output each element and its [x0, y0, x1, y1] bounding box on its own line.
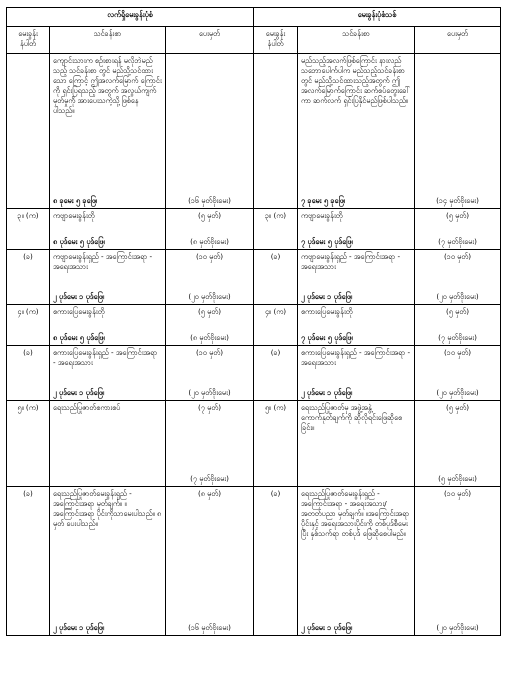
question-number: (ခ)	[270, 348, 281, 357]
r-marks-cell	[415, 209, 501, 250]
total-marks: (၂၀ မှတ်ဗိုးမေး)	[188, 388, 231, 397]
marks: (၁၀ မှတ်)	[443, 252, 472, 261]
column-header-row	[7, 27, 501, 54]
table-row	[7, 54, 501, 209]
question-number: ၄။ (က)	[17, 307, 39, 316]
l-lesson-cell	[50, 346, 166, 401]
question-number: ၃။ (က)	[17, 211, 39, 220]
r-question-number	[254, 346, 298, 401]
l-marks-cell	[166, 305, 254, 346]
l-question-number	[7, 305, 50, 346]
total-marks: (၁၆ မှတ်ဗိုးမေး)	[188, 196, 231, 205]
lesson-text: စကားပြေမေးခွန်းရှည် - အကြောင်းအရာ - အရေးအသား	[53, 348, 158, 367]
question-count: ၇ ခုမေး ၅ ခုဖြေ၊	[301, 196, 346, 205]
r-lesson-cell	[298, 401, 415, 487]
l-question-number	[7, 54, 50, 209]
question-number: (ခ)	[23, 348, 33, 357]
lesson-text: ကဗျာမေးခွန်းတို	[53, 211, 95, 220]
r-question-number	[254, 54, 298, 209]
new-format-title: မေးခွန်းပုံစံသစ်	[254, 8, 501, 27]
l-question-number	[7, 487, 50, 636]
lesson-text: ရေးသည်ပြုဇာတ်မေးခွန်းရှည် - အကြောင်းအရာ မှတ်ချက်။ ။အကြောင်းအရာ ပိုင်းကိုသာမေးပါသည်။ ၈ မှတ် ပေးပါသည်။	[53, 489, 162, 528]
table-row	[7, 209, 501, 250]
question-number: (ခ)	[23, 489, 33, 498]
question-number: ၄။ (က)	[264, 307, 287, 316]
r-lesson-cell	[298, 487, 415, 636]
question-count: ၂ ပုဒ်မေး ၁ ပုဒ်ဖြေ၊	[53, 292, 105, 301]
right-lesson-header: သင်ခန်းစာ	[298, 27, 415, 54]
l-lesson-cell	[50, 250, 166, 305]
marks: (၁၀ မှတ်)	[443, 348, 472, 357]
l-lesson-cell	[50, 209, 166, 250]
l-lesson-cell	[50, 487, 166, 636]
l-marks-cell	[166, 209, 254, 250]
question-count: ၂ ပုဒ်မေး ၁ ပုဒ်ဖြေ၊	[53, 623, 105, 632]
r-marks-cell	[415, 401, 501, 487]
table-row	[7, 401, 501, 487]
left-question-number-header: မေးခွန်း နံပါတ်	[7, 27, 50, 54]
lesson-text: ရေးသည်ပြုဇာတ်မေးခွန်းရှည် - အကြောင်းအရာ - အရေးအသား/အတတ်ပညာ မှတ်ချက်။ ။အကြောင်းအရာ ပိုင်းနှင့် အရေးအသားပိုင်းကို တစ်ပုဒ်စီမေးပြီး နှစ်သက်ရာ တစ်ပုဒ် ဖြေဆိုစေပါမည်။	[301, 489, 410, 538]
l-question-number	[7, 401, 50, 487]
l-marks-cell	[166, 250, 254, 305]
lesson-text: ကျောင်းသားက စဉ်းစားရန် မလိုဘဲမည်သည့် သင်ခန်းစာ တွင် မည်သို့သင်ထားသော ကြောင့် ဤအလက်မြောက် ကြောင်းကို ရှင်းပြရသည့် အတွက် အလွယ်ကျက်မှတ်မှုကို အားပေးသကဲ့သို့ဖြစ်နေ ပါသည်။	[53, 56, 162, 115]
question-number: (ခ)	[270, 489, 281, 498]
question-number: ၃။ (က)	[264, 211, 287, 220]
marks: (၁၀ မှတ်)	[443, 489, 472, 498]
marks: (၈ မှတ်)	[197, 489, 222, 498]
r-question-number	[254, 305, 298, 346]
question-count: ၂ ပုဒ်မေး ၁ ပုဒ်ဖြေ၊	[301, 292, 353, 301]
lesson-text: ကဗျာမေးခွန်းတို	[301, 211, 343, 220]
marks: (၅ မှတ်)	[197, 211, 222, 220]
question-number: ၅။ (က)	[264, 403, 287, 412]
r-marks-cell	[415, 250, 501, 305]
total-marks: (၂၀ မှတ်ဗိုးမေး)	[436, 388, 479, 397]
total-marks: (၁၆ မှတ်ဗိုးမေး)	[188, 623, 231, 632]
r-question-number	[254, 487, 298, 636]
r-lesson-cell	[298, 250, 415, 305]
l-lesson-cell	[50, 401, 166, 487]
l-question-number	[7, 250, 50, 305]
total-marks: (၂၀ မှတ်ဗိုးမေး)	[188, 292, 231, 301]
marks: (၅ မှတ်)	[445, 307, 470, 316]
question-count: ၇ ပုဒ်မေး ၅ ပုဒ်ဖြေ၊	[301, 237, 353, 246]
question-count: ၈ ပုဒ်မေး ၅ ပုဒ်ဖြေ၊	[53, 333, 105, 342]
marks: (၅ မှတ်)	[197, 307, 222, 316]
total-marks: (၈ မှတ်ဗိုးမေး)	[190, 333, 229, 342]
total-marks: (၇ မှတ်ဗိုးမေး)	[190, 474, 229, 483]
r-lesson-cell	[298, 305, 415, 346]
lesson-text: စကားပြေမေးခွန်းတို	[53, 307, 105, 316]
right-question-number-header: မေးခွန်း နံပါတ်	[254, 27, 298, 54]
question-count: ၂ ပုဒ်မေး ၁ ပုဒ်ဖြေ၊	[301, 623, 353, 632]
table-row	[7, 305, 501, 346]
marks: (၅ မှတ်)	[445, 211, 470, 220]
marks: (၅ မှတ်)	[445, 403, 470, 412]
r-question-number	[254, 401, 298, 487]
marks: (၁၀ မှတ်)	[195, 348, 224, 357]
question-count: ၇ ပုဒ်မေး ၅ ပုဒ်ဖြေ၊	[301, 333, 353, 342]
l-marks-cell	[166, 346, 254, 401]
l-question-number	[7, 209, 50, 250]
l-marks-cell	[166, 401, 254, 487]
l-lesson-cell	[50, 54, 166, 209]
r-marks-cell	[415, 54, 501, 209]
l-lesson-cell	[50, 305, 166, 346]
total-marks: (၂၀ မှတ်ဗိုးမေး)	[436, 623, 479, 632]
total-marks: (၇ မှတ်ဗိုးမေး)	[438, 333, 477, 342]
question-count: ၂ ပုဒ်မေး ၁ ပုဒ်ဖြေ၊	[301, 388, 353, 397]
question-number: ၅။ (က)	[17, 403, 39, 412]
current-format-title: လက်ရှိမေးခွန်းပုံစံ	[7, 8, 254, 27]
r-question-number	[254, 250, 298, 305]
lesson-text: စကားပြေမေးခွန်းတို	[301, 307, 353, 316]
comparison-table	[6, 7, 501, 636]
total-marks: (၈ မှတ်ဗိုးမေး)	[190, 237, 229, 246]
r-lesson-cell	[298, 209, 415, 250]
r-marks-cell	[415, 346, 501, 401]
r-question-number	[254, 209, 298, 250]
lesson-text: ကဗျာမေးခွန်းရှည် - အကြောင်းအရာ - အရေးအသား	[53, 252, 153, 271]
total-marks: (၇ မှတ်ဗိုးမေး)	[438, 237, 477, 246]
table-row	[7, 487, 501, 636]
total-marks: (၁၄ မှတ်ဗိုးမေး)	[436, 196, 479, 205]
total-marks: (၅ မှတ်ဗိုးမေး)	[438, 474, 477, 483]
l-question-number	[7, 346, 50, 401]
table-title-row	[7, 8, 501, 27]
left-marks-header: ပေးမှတ်	[166, 27, 254, 54]
table-row	[7, 346, 501, 401]
left-lesson-header: သင်ခန်းစာ	[50, 27, 166, 54]
r-lesson-cell	[298, 346, 415, 401]
question-number: (ခ)	[270, 252, 281, 261]
question-count: ၈ ခုမေး ၅ ခုဖြေ၊	[53, 196, 98, 205]
r-marks-cell	[415, 487, 501, 636]
question-count: ၈ ပုဒ်မေး ၅ ပုဒ်ဖြေ၊	[53, 237, 105, 246]
l-marks-cell	[166, 54, 254, 209]
question-count: ၂ ပုဒ်မေး ၁ ပုဒ်ဖြေ၊	[53, 388, 105, 397]
lesson-text: စကားပြေမေးခွန်းရှည် - အကြောင်းအရာ - အရေးအသား	[301, 348, 411, 367]
l-marks-cell	[166, 487, 254, 636]
lesson-text: ရေးသည်ပြုဇာတ်မှ အဖွဲ့အနွဲ့ကောက်နုတ်ချက်ကို ဆိုလိုရင်းဖြေဆိုစေခြင်း။	[301, 403, 403, 432]
lesson-text: မည်သည့်အလက်ဖြစ်ကြောင်း နားလည်သဘောပေါက်ပါက မည်သည့်သင်ခန်းစာ တွင် မည်သို့သင်ထားသည့်အတွက် ဤအလက်မြောက်ကြောင်း ဆက်စပ်တွေးခေါ်ကာ ဆက်လက် ရှင်းပြနိုင်မည်ဖြစ်ပါသည်။	[301, 56, 410, 105]
lesson-text: ကဗျာမေးခွန်းရှည် - အကြောင်းအရာ - အရေးအသား	[301, 252, 401, 271]
total-marks: (၂၀ မှတ်ဗိုးမေး)	[436, 292, 479, 301]
right-marks-header: ပေးမှတ်	[415, 27, 501, 54]
question-number: (ခ)	[23, 252, 33, 261]
table-row	[7, 250, 501, 305]
marks: (၇ မှတ်)	[197, 403, 222, 412]
marks: (၁၀ မှတ်)	[195, 252, 224, 261]
r-lesson-cell	[298, 54, 415, 209]
r-marks-cell	[415, 305, 501, 346]
lesson-text: ရေးသည်ပြုဇာတ်စကားစပ်	[53, 403, 121, 412]
